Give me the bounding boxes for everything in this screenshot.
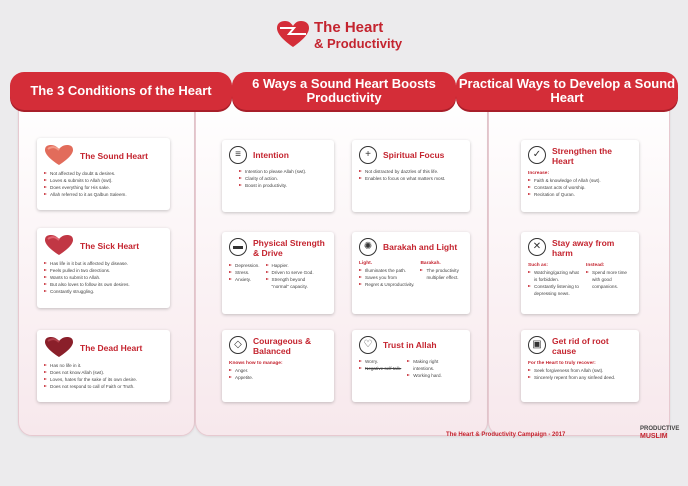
card-title: Physical Strength & Drive — [253, 238, 325, 258]
list-item: Seek forgiveness from Allah (swt). — [528, 367, 624, 374]
list-item: Illuminates the path. — [359, 267, 414, 274]
sick-heart-icon — [44, 234, 74, 256]
card-stay-away-harm — [521, 232, 639, 314]
list-item: But also loves to follow its own desires. — [44, 281, 163, 288]
sub-heading: Light. — [359, 261, 373, 266]
sub-heading: Instead: — [586, 263, 605, 268]
list-item: Intention to please Allah (swt). — [239, 168, 327, 175]
list-item: Has life in it but is affected by disease. — [44, 260, 163, 267]
shield-icon: ◇ — [229, 336, 247, 354]
card-title: Courageous & Balanced — [253, 336, 312, 356]
list-item: Faith & knowledge of Allah (swt). — [528, 177, 632, 184]
list-item: Appetite. — [229, 374, 327, 381]
list-item: The productivity multiplier effect. — [420, 267, 468, 281]
list-item: Spend more time with good companions. — [586, 269, 636, 290]
dead-heart-icon — [44, 336, 74, 358]
card-title: Spiritual Focus — [383, 150, 445, 160]
sub-heading: Such as: — [528, 263, 548, 268]
card-strengthen-heart — [521, 140, 639, 212]
campaign-footer: The Heart & Productivity Campaign - 2017 — [446, 432, 566, 438]
card-trust-allah — [352, 330, 470, 402]
sub-heading: Increase: — [528, 171, 550, 176]
sub-heading: Barakah. — [420, 261, 441, 266]
list-item: Stress. — [229, 269, 260, 276]
medkit-icon: ▣ — [528, 336, 546, 354]
logo-line1: PRODUCTIVE — [640, 426, 680, 432]
card-title: The Sick Heart — [80, 241, 140, 251]
banner-conditions: The 3 Conditions of the Heart — [10, 72, 232, 110]
crosshair-icon: + — [359, 146, 377, 164]
card-sick-heart — [37, 228, 170, 308]
list-item: Driven to serve God. — [266, 269, 318, 276]
banner-practical: Practical Ways to Develop a Sound Heart — [456, 72, 678, 110]
card-barakah-light — [352, 232, 470, 314]
list-item: Not affected by doubt & desires. — [44, 170, 163, 177]
banner-ways: 6 Ways a Sound Heart Boosts Productivity — [232, 72, 456, 110]
list-item: Not distracted by dazzles of this life. — [359, 168, 463, 175]
productive-muslim-logo — [640, 426, 679, 440]
heart-icon: ♡ — [359, 336, 377, 354]
list-item: Clarity of action. — [239, 175, 327, 182]
list-item: Watching/gazing what is forbidden. — [528, 269, 580, 283]
sub-heading: Knows how to manage: — [229, 361, 283, 366]
page-title: The Heart — [314, 19, 384, 36]
list-item: Loves & submits to Allah (swt). — [44, 177, 163, 184]
card-title: Stay away from harm — [552, 238, 615, 258]
card-title: The Dead Heart — [80, 343, 143, 353]
card-courageous — [222, 330, 334, 402]
card-root-cause — [521, 330, 639, 402]
list-item: Working hard. — [407, 372, 453, 379]
card-title: Strengthen the Heart — [552, 146, 612, 166]
list-item: Boost in productivity. — [239, 182, 327, 189]
list-item: Recitation of Quran. — [528, 191, 632, 198]
list-item: Does everything for His sake. — [44, 184, 163, 191]
list-item: Does not respond to call of Faith or Truth. — [44, 383, 163, 390]
card-title: Intention — [253, 150, 289, 160]
list-item: Constantly listening to depressing news. — [528, 283, 580, 297]
list-item: Constantly struggling. — [44, 288, 163, 295]
card-title: Trust in Allah — [383, 340, 437, 350]
list-item: Depression. — [229, 262, 260, 269]
card-physical-strength — [222, 232, 334, 314]
list-item: Sincerely repent from any sinfeed deed. — [528, 374, 624, 381]
card-title: The Sound Heart — [80, 151, 149, 161]
page-subtitle: & Productivity — [314, 36, 403, 51]
card-spiritual-focus — [352, 140, 470, 212]
dumbbell-icon: ▬ — [229, 238, 247, 256]
sub-heading: For the Heart to truly recover: — [528, 361, 596, 366]
check-icon: ✓ — [528, 146, 546, 164]
card-title: Get rid of root cause — [552, 336, 609, 356]
card-dead-heart — [37, 330, 170, 402]
close-icon: ✕ — [528, 238, 546, 256]
sound-heart-icon — [44, 144, 74, 166]
list-item: Does not know Allah (swt). — [44, 369, 163, 376]
list-item: Negative self talk. — [359, 365, 401, 372]
card-intention — [222, 140, 334, 212]
list-item: Happier. — [266, 262, 318, 269]
list-item: Loves, hates for the sake of its own desire. — [44, 376, 163, 383]
card-title: Barakah and Light — [383, 242, 458, 252]
list-item: Anxiety. — [229, 276, 260, 283]
list-item: Has no life in it. — [44, 362, 163, 369]
list-item: Allah referred to it as Qalbun Saleem. — [44, 191, 163, 198]
list-item: Feels pulled in two directions. — [44, 267, 163, 274]
sun-icon: ✺ — [359, 238, 377, 256]
list-icon: ≡ — [229, 146, 247, 164]
list-item: Regret & Unproductivity. — [359, 281, 414, 288]
list-item: Worry. — [359, 358, 401, 365]
list-item: Anger. — [229, 367, 327, 374]
list-item: Making right intentions. — [407, 358, 453, 372]
list-item: Enables to focus on what matters most. — [359, 175, 463, 182]
list-item: Wants to submit to Allah. — [44, 274, 163, 281]
logo-line2: MUSLIM — [640, 433, 668, 440]
list-item: Constant acts of worship. — [528, 184, 632, 191]
list-item: Strength beyond "normal" capacity. — [266, 276, 318, 290]
card-sound-heart — [37, 138, 170, 210]
heart-logo-icon — [276, 20, 310, 48]
list-item: Saves you from — [359, 274, 414, 281]
